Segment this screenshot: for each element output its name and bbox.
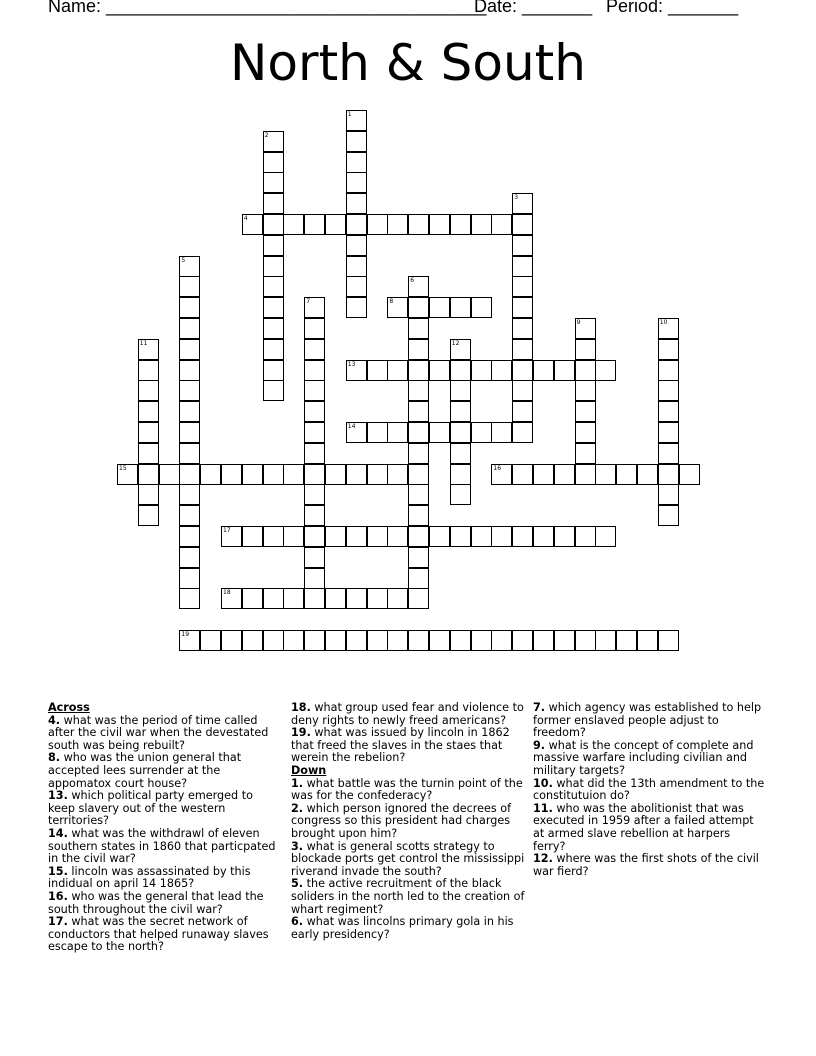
grid-cell[interactable]: [575, 380, 596, 401]
grid-cell[interactable]: [283, 630, 304, 651]
clue-down-2: 2. which person ignored the decrees of congress so this president had charges brought upon him?: [291, 801, 512, 840]
grid-cell[interactable]: [637, 630, 658, 651]
grid-cell[interactable]: [408, 588, 429, 609]
grid-cell[interactable]: [325, 464, 346, 485]
grid-cell[interactable]: [138, 360, 159, 381]
down-heading: Down: [291, 763, 327, 777]
grid-cell[interactable]: [408, 568, 429, 589]
period-field[interactable]: Period: _______: [606, 0, 739, 16]
grid-cell[interactable]: [491, 630, 512, 651]
grid-cell[interactable]: [491, 360, 512, 381]
clue-down-3: 3. what is general scotts strategy to blockade ports get control the mississippi riverand invade the south?: [291, 839, 525, 878]
grid-cell[interactable]: [512, 380, 533, 401]
grid-cell[interactable]: [304, 630, 325, 651]
date-field[interactable]: Date: _______: [474, 0, 593, 16]
grid-cell[interactable]: [283, 214, 304, 235]
grid-cell[interactable]: [346, 131, 367, 152]
grid-cell[interactable]: [512, 256, 533, 277]
grid-cell[interactable]: [575, 318, 596, 339]
grid-cell[interactable]: [575, 464, 596, 485]
clue-across-13: 13. which political party emerged to keep slavery out of the western territories?: [48, 789, 253, 828]
grid-cell[interactable]: [450, 443, 471, 464]
grid-cell[interactable]: [554, 464, 575, 485]
grid-cell[interactable]: [637, 464, 658, 485]
grid-cell[interactable]: [367, 422, 388, 443]
grid-cell[interactable]: [658, 318, 679, 339]
clue-across-18: 18. what group used fear and violence to deny rights to newly freed americans?: [291, 701, 524, 727]
grid-cell[interactable]: [242, 526, 263, 547]
grid-cell[interactable]: [179, 484, 200, 505]
grid-cell[interactable]: [367, 360, 388, 381]
cell-number: 17: [223, 527, 231, 534]
grid-cell[interactable]: [346, 235, 367, 256]
grid-cell[interactable]: [408, 214, 429, 235]
grid-cell[interactable]: [263, 172, 284, 193]
grid-cell[interactable]: [575, 422, 596, 443]
grid-cell[interactable]: [263, 339, 284, 360]
grid-cell[interactable]: [575, 339, 596, 360]
across-heading: Across: [48, 701, 90, 714]
grid-cell[interactable]: [471, 630, 492, 651]
clue-across-17: 17. what was the secret network of conductors that helped runaway slaves escape to the north?: [48, 915, 269, 954]
grid-cell[interactable]: [450, 339, 471, 360]
grid-cell[interactable]: [138, 339, 159, 360]
grid-cell[interactable]: [367, 588, 388, 609]
grid-cell[interactable]: [408, 360, 429, 381]
grid-cell[interactable]: [450, 630, 471, 651]
grid-cell[interactable]: [159, 464, 180, 485]
grid-cell[interactable]: [450, 360, 471, 381]
cell-number: 3: [514, 194, 519, 202]
grid-cell[interactable]: [179, 256, 200, 277]
clue-down-7: 7. which agency was established to help former enslaved people adjust to freedom?: [533, 701, 762, 740]
grid-cell[interactable]: [595, 630, 616, 651]
grid-cell[interactable]: [263, 256, 284, 277]
name-field[interactable]: Name: ______________________________________: [48, 0, 487, 16]
grid-cell[interactable]: [346, 110, 367, 131]
clue-down-12: 12. where was the first shots of the civil war fierd?: [533, 852, 759, 878]
grid-cell[interactable]: [575, 630, 596, 651]
grid-cell[interactable]: [325, 630, 346, 651]
cell-number: 14: [347, 423, 356, 430]
grid-cell[interactable]: [429, 214, 450, 235]
clue-across-4: 4. what was the period of time called after the civil war when the devestated south was being rebuilt?: [48, 713, 269, 752]
grid-cell[interactable]: [263, 380, 284, 401]
grid-cell[interactable]: [408, 464, 429, 485]
grid-cell[interactable]: [512, 401, 533, 422]
grid-cell[interactable]: [304, 360, 325, 381]
grid-cell[interactable]: [221, 464, 242, 485]
grid-cell[interactable]: [200, 464, 221, 485]
grid-cell[interactable]: [367, 214, 388, 235]
cell-number: 1: [347, 111, 352, 118]
grid-cell[interactable]: [471, 422, 492, 443]
grid-cell[interactable]: [179, 568, 200, 589]
grid-cell[interactable]: [346, 214, 367, 235]
grid-cell[interactable]: [575, 443, 596, 464]
grid-cell[interactable]: [512, 193, 533, 214]
grid-cell[interactable]: [658, 484, 679, 505]
grid-cell[interactable]: [512, 464, 533, 485]
grid-cell[interactable]: [263, 193, 284, 214]
clue-across-14: 14. what was the withdrawl of eleven southern states in 1860 that particpated in the civil war?: [48, 826, 276, 866]
grid-cell[interactable]: [408, 297, 429, 318]
grid-cell[interactable]: [554, 526, 575, 547]
grid-cell[interactable]: [138, 422, 159, 443]
grid-cell[interactable]: [408, 276, 429, 297]
grid-cell[interactable]: [138, 464, 159, 485]
grid-cell[interactable]: [346, 630, 367, 651]
grid-cell[interactable]: [658, 505, 679, 526]
grid-cell[interactable]: [512, 318, 533, 339]
grid-cell[interactable]: [346, 464, 367, 485]
grid-cell[interactable]: [221, 588, 242, 609]
grid-cell[interactable]: [304, 568, 325, 589]
cell-number: 6: [410, 277, 415, 285]
grid-cell[interactable]: [512, 339, 533, 360]
cell-number: 8: [389, 298, 394, 306]
clue-down-9: 9. what is the concept of complete and massive warfare including civilian and military targets?: [533, 738, 754, 777]
grid-cell[interactable]: [179, 547, 200, 568]
grid-cell[interactable]: [346, 526, 367, 547]
grid-cell[interactable]: [263, 214, 284, 235]
grid-cell[interactable]: [512, 297, 533, 318]
cell-number: 15: [119, 464, 127, 472]
grid-cell[interactable]: [304, 214, 325, 235]
grid-cell[interactable]: [429, 630, 450, 651]
grid-cell[interactable]: [408, 630, 429, 651]
grid-cell[interactable]: [304, 588, 325, 609]
grid-cell[interactable]: [179, 588, 200, 609]
grid-cell[interactable]: [429, 422, 450, 443]
grid-cell[interactable]: [679, 464, 700, 485]
grid-cell[interactable]: [179, 318, 200, 339]
grid-cell[interactable]: [491, 214, 512, 235]
grid-cell[interactable]: [263, 276, 284, 297]
grid-cell[interactable]: [179, 526, 200, 547]
clue-across-16: 16. who was the general that lead the south throughout the civil war?: [48, 889, 264, 916]
grid-cell[interactable]: [179, 380, 200, 401]
grid-cell[interactable]: [554, 630, 575, 651]
cell-number: 11: [139, 339, 148, 347]
grid-cell[interactable]: [304, 401, 325, 422]
grid-cell[interactable]: [263, 588, 284, 609]
grid-cell[interactable]: [616, 464, 637, 485]
grid-cell[interactable]: [138, 380, 159, 401]
grid-cell[interactable]: [408, 422, 429, 443]
grid-cell[interactable]: [471, 214, 492, 235]
grid-cell[interactable]: [387, 588, 408, 609]
cell-number: 7: [306, 298, 311, 306]
grid-cell[interactable]: [346, 360, 367, 381]
grid-cell[interactable]: [304, 380, 325, 401]
grid-cell[interactable]: [367, 464, 388, 485]
cell-number: 10: [659, 319, 668, 326]
grid-cell[interactable]: [595, 464, 616, 485]
grid-cell[interactable]: [512, 422, 533, 443]
grid-cell[interactable]: [304, 526, 325, 547]
grid-cell[interactable]: [387, 422, 408, 443]
grid-cell[interactable]: [263, 318, 284, 339]
grid-cell[interactable]: [138, 484, 159, 505]
clue-across-15: 15. lincoln was assassinated by this indidual on april 14 1865?: [48, 864, 251, 891]
grid-cell[interactable]: [450, 297, 471, 318]
grid-cell[interactable]: [575, 526, 596, 547]
grid-cell[interactable]: [346, 588, 367, 609]
grid-cell[interactable]: [346, 256, 367, 277]
grid-cell[interactable]: [138, 401, 159, 422]
grid-cell[interactable]: [325, 214, 346, 235]
cell-number: 9: [576, 319, 581, 326]
grid-cell[interactable]: [242, 588, 263, 609]
grid-cell[interactable]: [138, 505, 159, 526]
grid-cell[interactable]: [450, 484, 471, 505]
grid-cell[interactable]: [283, 464, 304, 485]
grid-cell[interactable]: [242, 630, 263, 651]
grid-cell[interactable]: [304, 484, 325, 505]
cell-number: 5: [181, 256, 186, 264]
grid-cell[interactable]: [221, 630, 242, 651]
grid-cell[interactable]: [512, 276, 533, 297]
cell-number: 4: [243, 215, 248, 222]
grid-cell[interactable]: [658, 401, 679, 422]
grid-cell[interactable]: [387, 526, 408, 547]
clue-column-3: [533, 702, 765, 878]
grid-cell[interactable]: [512, 526, 533, 547]
grid-cell[interactable]: [242, 464, 263, 485]
grid-cell[interactable]: [512, 630, 533, 651]
grid-cell[interactable]: [263, 131, 284, 152]
grid-cell[interactable]: [533, 630, 554, 651]
grid-cell[interactable]: [346, 193, 367, 214]
grid-cell[interactable]: [304, 318, 325, 339]
grid-cell[interactable]: [471, 297, 492, 318]
clue-down-10: 10. what did the 13th amendment to the constitutuion do?: [533, 776, 765, 803]
grid-cell[interactable]: [179, 630, 200, 651]
grid-cell[interactable]: [304, 443, 325, 464]
clue-down-11: 11. who was the abolitionist that was executed in 1959 after a failed attempt at armed slave rebellion at harpers ferry?: [533, 801, 754, 853]
grid-cell[interactable]: [263, 526, 284, 547]
grid-cell[interactable]: [346, 152, 367, 173]
grid-cell[interactable]: [346, 297, 367, 318]
grid-cell[interactable]: [429, 360, 450, 381]
grid-cell[interactable]: [450, 422, 471, 443]
grid-cell[interactable]: [263, 464, 284, 485]
clue-column-2: [291, 702, 527, 941]
cell-number: 19: [181, 631, 190, 638]
clue-across-8: 8. who was the union general that accepted lees surrender at the appomatox court house?: [48, 751, 242, 790]
grid-cell[interactable]: [179, 422, 200, 443]
grid-cell[interactable]: [221, 526, 242, 547]
grid-cell[interactable]: [595, 360, 616, 381]
cell-number: 12: [451, 339, 460, 347]
grid-cell[interactable]: [491, 526, 512, 547]
grid-cell[interactable]: [179, 401, 200, 422]
grid-cell[interactable]: [408, 547, 429, 568]
grid-cell[interactable]: [512, 235, 533, 256]
grid-cell[interactable]: [387, 630, 408, 651]
grid-cell[interactable]: [304, 464, 325, 485]
grid-cell[interactable]: [304, 339, 325, 360]
clue-down-5: 5. the active recruitment of the black soliders in the north led to the creation of whart regiment?: [291, 877, 525, 916]
grid-cell[interactable]: [512, 214, 533, 235]
grid-cell[interactable]: [658, 422, 679, 443]
grid-cell[interactable]: [491, 422, 512, 443]
grid-cell[interactable]: [471, 360, 492, 381]
grid-cell[interactable]: [346, 422, 367, 443]
grid-cell[interactable]: [471, 526, 492, 547]
grid-cell[interactable]: [387, 360, 408, 381]
clue-column-1: [48, 702, 280, 954]
grid-cell[interactable]: [200, 630, 221, 651]
grid-cell[interactable]: [138, 443, 159, 464]
grid-cell[interactable]: [179, 297, 200, 318]
grid-cell[interactable]: [346, 172, 367, 193]
cell-number: 2: [264, 131, 269, 139]
grid-cell[interactable]: [387, 297, 408, 318]
grid-cell[interactable]: [179, 464, 200, 485]
grid-cell[interactable]: [408, 505, 429, 526]
grid-cell[interactable]: [533, 464, 554, 485]
grid-cell[interactable]: [408, 443, 429, 464]
grid-cell[interactable]: [450, 214, 471, 235]
grid-cell[interactable]: [450, 526, 471, 547]
grid-cell[interactable]: [429, 297, 450, 318]
grid-cell[interactable]: [117, 464, 138, 485]
grid-cell[interactable]: [263, 235, 284, 256]
clue-across-19: 19. what was issued by lincoln in 1862 that freed the slaves in the staes that werein the rebelion?: [291, 726, 510, 765]
grid-cell[interactable]: [595, 526, 616, 547]
grid-cell[interactable]: [325, 588, 346, 609]
grid-cell[interactable]: [533, 360, 554, 381]
clue-down-6: 6. what was lincolns primary gola in his early presidency?: [291, 915, 514, 941]
grid-cell[interactable]: [658, 464, 679, 485]
grid-cell[interactable]: [450, 401, 471, 422]
grid-cell[interactable]: [512, 360, 533, 381]
grid-cell[interactable]: [179, 443, 200, 464]
grid-cell[interactable]: [304, 422, 325, 443]
grid-cell[interactable]: [346, 276, 367, 297]
grid-cell[interactable]: [179, 505, 200, 526]
grid-cell[interactable]: [242, 214, 263, 235]
grid-cell[interactable]: [304, 505, 325, 526]
grid-cell[interactable]: [658, 360, 679, 381]
grid-cell[interactable]: [408, 318, 429, 339]
grid-cell[interactable]: [263, 360, 284, 381]
grid-cell[interactable]: [387, 214, 408, 235]
grid-cell[interactable]: [283, 526, 304, 547]
grid-cell[interactable]: [179, 360, 200, 381]
grid-cell[interactable]: [408, 484, 429, 505]
grid-cell[interactable]: [533, 526, 554, 547]
grid-cell[interactable]: [304, 297, 325, 318]
grid-cell[interactable]: [367, 526, 388, 547]
grid-cell[interactable]: [658, 380, 679, 401]
grid-cell[interactable]: [408, 380, 429, 401]
grid-cell[interactable]: [429, 526, 450, 547]
grid-cell[interactable]: [554, 360, 575, 381]
grid-cell[interactable]: [491, 464, 512, 485]
grid-cell[interactable]: [304, 547, 325, 568]
grid-cell[interactable]: [179, 276, 200, 297]
puzzle-title: North & South: [230, 34, 586, 92]
grid-cell[interactable]: [263, 297, 284, 318]
grid-cell[interactable]: [263, 152, 284, 173]
cell-number: 13: [347, 360, 356, 368]
grid-cell[interactable]: [367, 630, 388, 651]
grid-cell[interactable]: [387, 464, 408, 485]
grid-cell[interactable]: [450, 464, 471, 485]
grid-cell[interactable]: [450, 380, 471, 401]
grid-cell[interactable]: [616, 630, 637, 651]
grid-cell[interactable]: [575, 360, 596, 381]
grid-cell[interactable]: [408, 339, 429, 360]
cell-number: 16: [493, 464, 502, 472]
grid-cell[interactable]: [408, 401, 429, 422]
grid-cell[interactable]: [325, 526, 346, 547]
grid-cell[interactable]: [658, 339, 679, 360]
grid-cell[interactable]: [408, 526, 429, 547]
cell-number: 18: [223, 589, 231, 597]
grid-cell[interactable]: [575, 401, 596, 422]
clue-down-1: 1. what battle was the turnin point of the was for the confederacy?: [291, 776, 523, 803]
grid-cell[interactable]: [658, 443, 679, 464]
grid-cell[interactable]: [283, 588, 304, 609]
grid-cell[interactable]: [658, 630, 679, 651]
grid-cell[interactable]: [263, 630, 284, 651]
grid-cell[interactable]: [179, 339, 200, 360]
